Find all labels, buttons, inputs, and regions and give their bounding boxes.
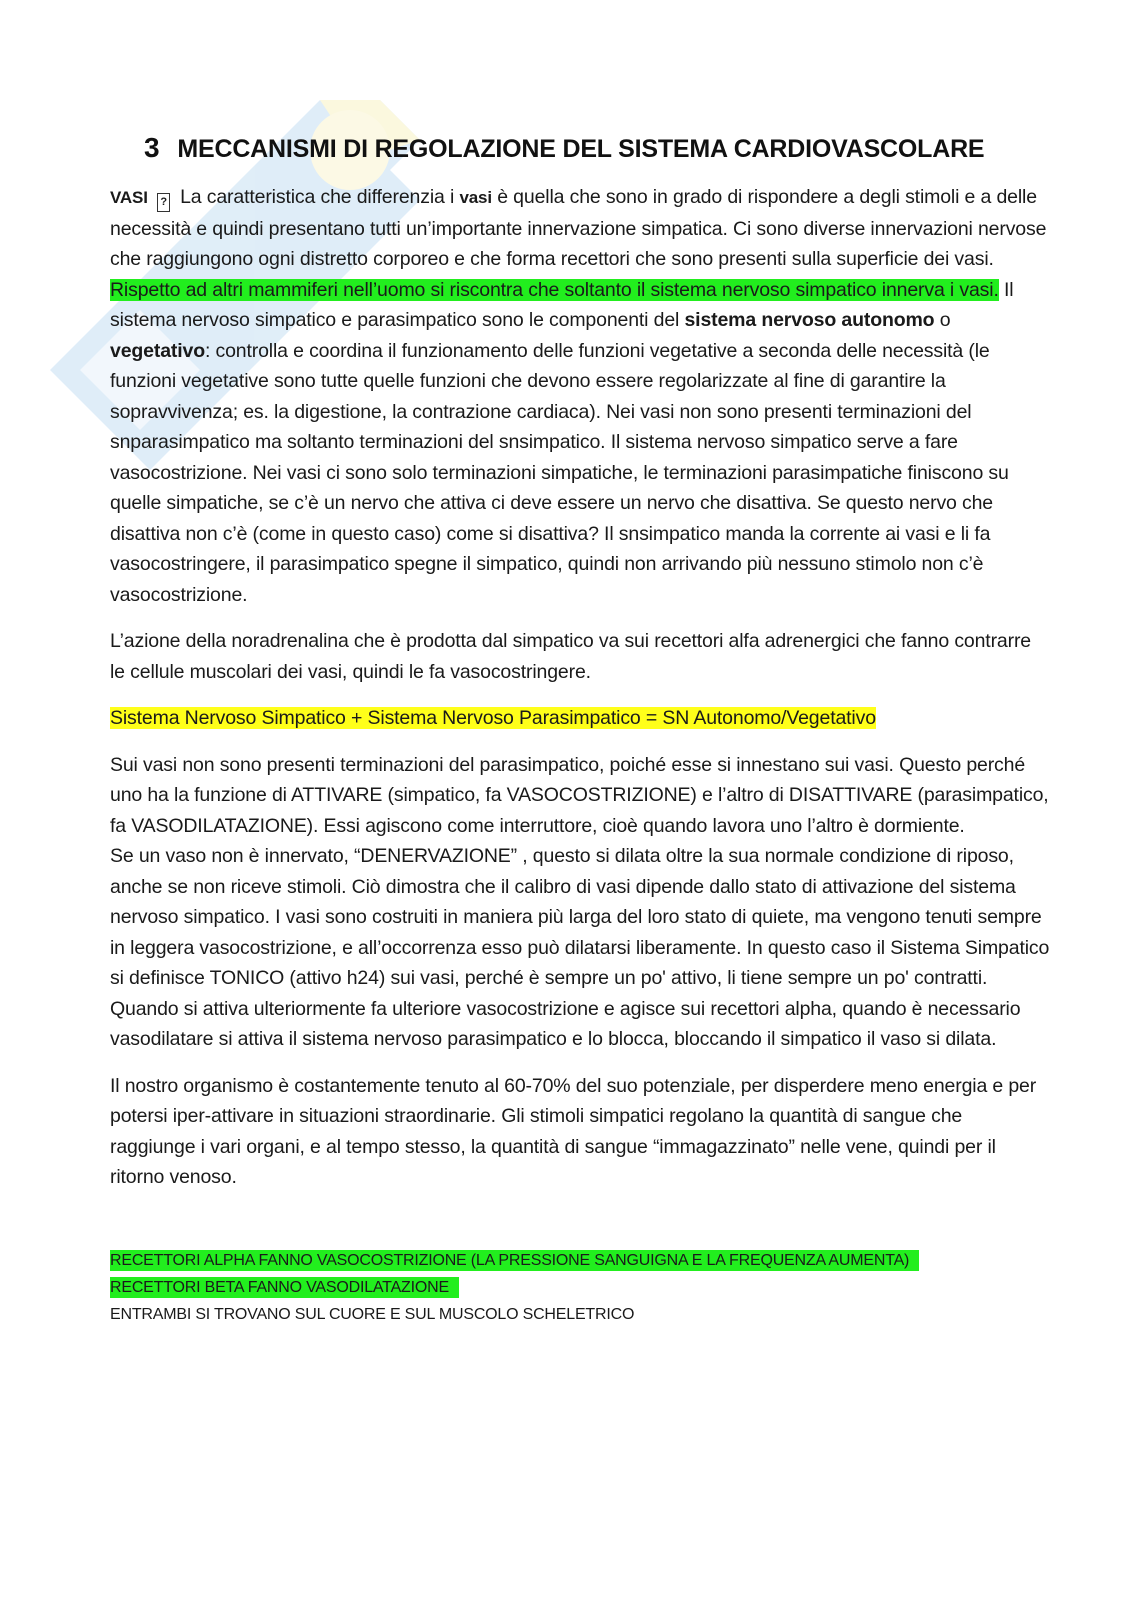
vasi-label: VASI xyxy=(110,188,148,207)
term-vegetativo: vegetativo xyxy=(110,339,205,362)
formula-highlight: Sistema Nervoso Simpatico + Sistema Nervoso Parasimpatico = SN Autonomo/Vegetativo xyxy=(110,707,876,729)
paragraph-noradrenalina: L’azione della noradrenalina che è prodotta dal simpatico va sui recettori alfa adrenergici che fanno contrarre le cellule muscolari dei vasi, quindi le fa vasocostringere. xyxy=(110,630,1031,683)
vasi-text-d: o xyxy=(939,309,951,331)
highlight-simpatico: Rispetto ad altri mammiferi nell’uomo si riscontra che soltanto il sistema nervoso simpatico innerva i vasi. xyxy=(110,278,999,301)
vasi-paragraph xyxy=(110,182,1050,610)
receptors-both: ENTRAMBI SI TROVANO SUL CUORE E SUL MUSCOLO SCHELETRICO xyxy=(110,1305,635,1323)
receptors-beta: RECETTORI BETA FANNO VASODILATAZIONE xyxy=(110,1277,459,1298)
paragraph-parasimpatico: Sui vasi non sono presenti terminazioni del parasimpatico, poiché esse si innestano sui vasi. Questo perché uno ha la funzione di ATTIVARE (simpatico, fa VASOCOSTRIZIONE) e l’altro di DISATTIVARE (parasimpatico, fa VASODILATAZIONE). Essi agiscono come interruttore, cioè quando lavora uno l’altro è dormiente. xyxy=(110,753,1049,837)
section-title: MECCANISMI DI REGOLAZIONE DEL SISTEMA CARDIOVASCOLARE xyxy=(177,135,985,163)
section-number: 3 xyxy=(144,132,160,163)
receptors-alpha-line xyxy=(110,1247,1050,1274)
missing-glyph-icon: ? xyxy=(157,193,170,212)
vasi-text-a: La caratteristica che differenzia i xyxy=(180,186,455,208)
receptors-block xyxy=(110,1247,1050,1328)
vasi-text-e: : controlla e coordina il funzionamento delle funzioni vegetative a seconda delle necessità (le funzioni vegetative sono tutte quelle funzioni che devono essere regolarizzate al fine di garantire la sopravvivenza; es. la digestione, la contrazione cardiaca). Nei vasi non sono presenti terminazioni del snparasimpatico ma soltanto terminazioni del snsimpatico. Il sistema nervoso simpatico serve a fare vasocostrizione. Nei vasi ci sono solo terminazioni simpatiche, le terminazioni parasimpatiche finiscono su quelle simpatiche, se c’è un nervo che attiva ci deve essere un nervo che disattiva. Se questo nervo che disattiva non c’è (come in questo caso) come si disattiva? Il snsimpatico manda la corrente ai vasi e li fa vasocostringere, il parasimpatico spegne il simpatico, quindi non arrivando più nessuno stimolo non c’è vasocostrizione. xyxy=(110,339,1009,606)
vasi-text-b: è quella che sono in grado di rispondere a degli stimoli e a delle necessità e quindi presentano tutti un’importante innervazione simpatica. Ci sono diverse innervazioni nervose che raggiungono ogni distretto corporeo e che forma recettori che sono presenti sulla superficie dei vasi. xyxy=(110,186,1047,270)
section-heading xyxy=(144,132,1050,164)
term-sistema-nervoso-autonomo: sistema nervoso autonomo xyxy=(684,309,935,331)
receptors-beta-line xyxy=(110,1274,1050,1301)
document-page xyxy=(110,132,1050,1328)
vasi-text-c: Il sistema nervoso simpatico e parasimpatico sono le componenti del xyxy=(110,278,1014,331)
paragraph-organismo: Il nostro organismo è costantemente tenuto al 60-70% del suo potenziale, per disperdere meno energia e per potersi iper-attivare in situazioni straordinarie. Gli stimoli simpatici regolano la quantità di sangue che raggiunge i vari organi, e al tempo stesso, la quantità di sangue “immagazzinato” nelle vene, quindi per il ritorno venoso. xyxy=(110,1074,1037,1188)
receptors-alpha: RECETTORI ALPHA FANNO VASOCOSTRIZIONE (LA PRESSIONE SANGUIGNA E LA FREQUENZA AUMENTA) xyxy=(110,1250,919,1271)
paragraph-denervazione: Se un vaso non è innervato, “DENERVAZIONE” , questo si dilata oltre la sua normale condizione di riposo, anche se non riceve stimoli. Ciò dimostra che il calibro di vasi dipende dallo stato di attivazione del sistema nervoso simpatico. I vasi sono costruiti in maniera più larga del loro stato di quiete, ma vengono tenuti sempre in leggera vasocostrizione, e all’occorrenza esso può dilatarsi liberamente. In questo caso il Sistema Simpatico si definisce TONICO (attivo h24) sui vasi, perché è sempre un po' attivo, li tiene sempre un po' contratti. Quando si attiva ulteriormente fa ulteriore vasocostrizione e agisce sui recettori alpha, quando è necessario vasodilatare si attiva il sistema nervoso parasimpatico e lo blocca, bloccando il simpatico il vaso si dilata. xyxy=(110,845,1050,1050)
formula-line xyxy=(110,703,1050,734)
vasi-word: vasi xyxy=(459,188,492,207)
